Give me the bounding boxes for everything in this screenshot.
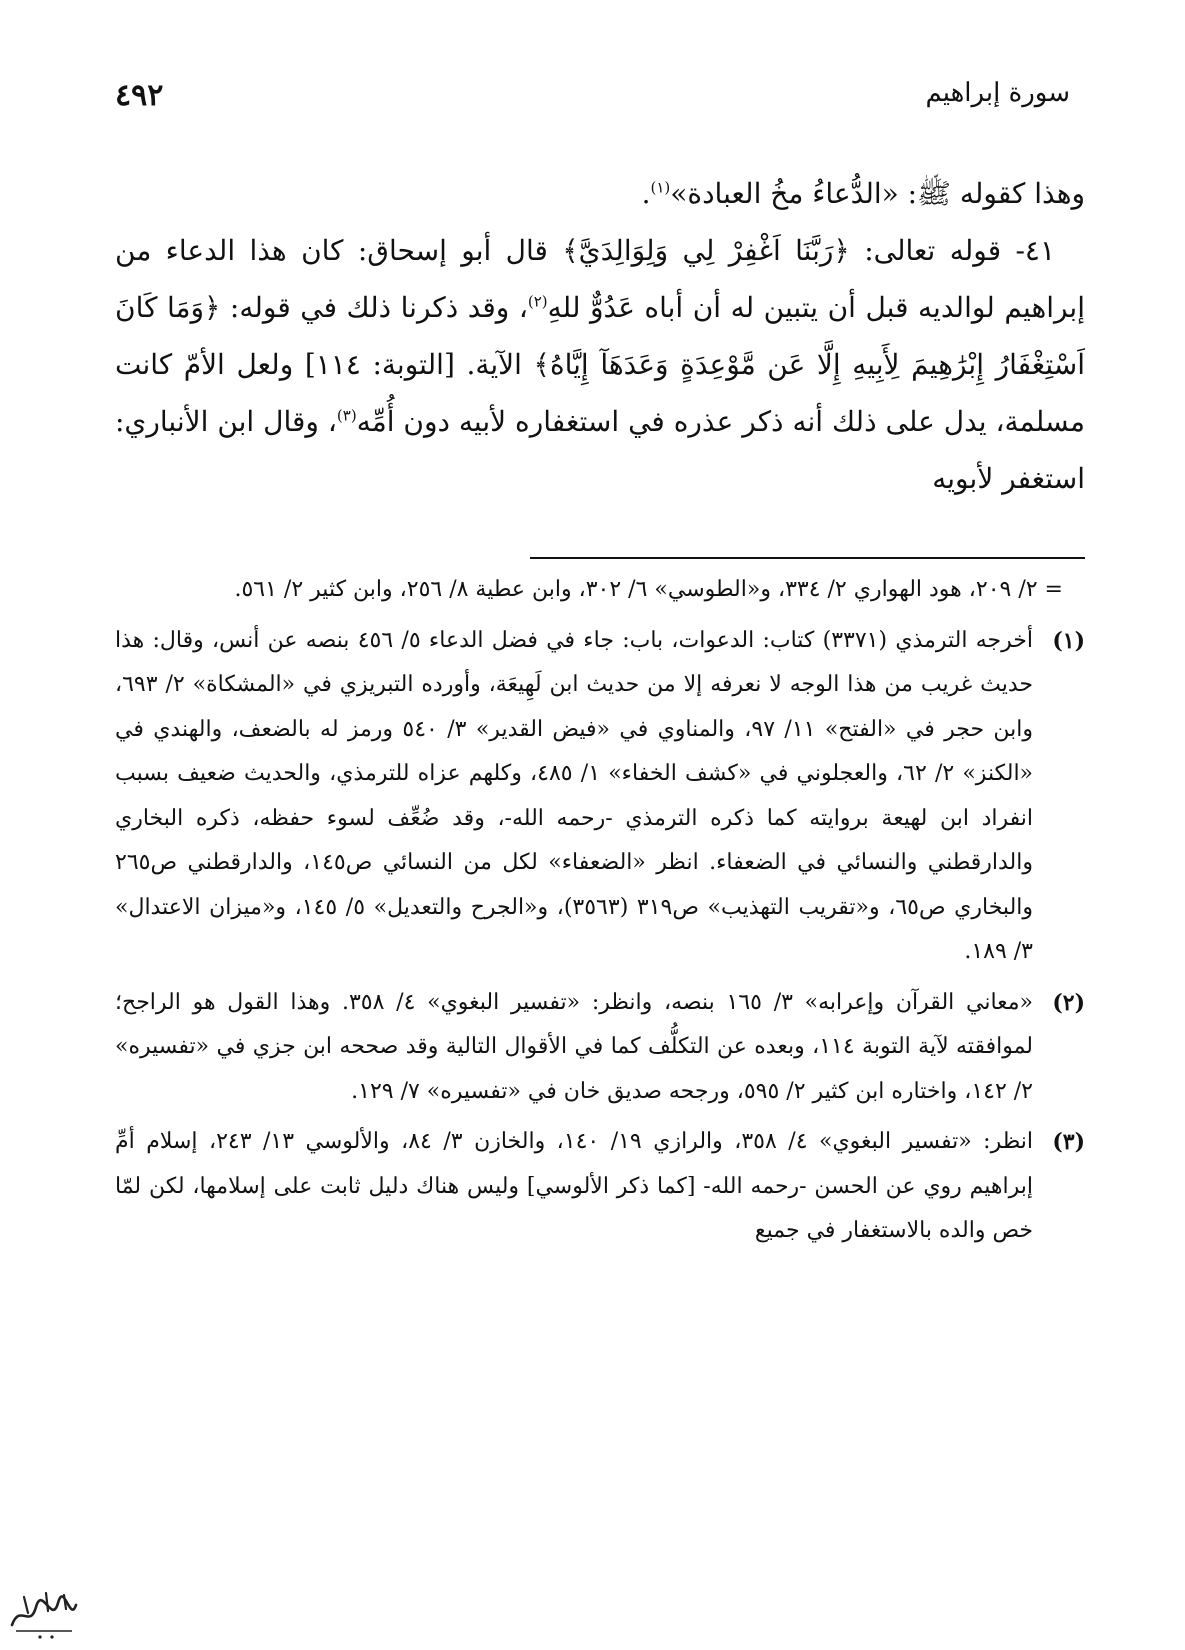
- paragraph-1-text: وهذا كقوله ﷺ: «الدُّعاءُ مخُ العبادة»: [670, 177, 1085, 210]
- footnote-continuation-text: = ٢/ ٢٠٩، هود الهواري ٢/ ٣٣٤، و«الطوسي» ٦/ ٣٠٢، وابن عطية ٨/ ٢٥٦، وابن كثير ٢/ ٥٦١.: [234, 577, 1063, 602]
- page-number: ٤٩٢: [115, 78, 164, 113]
- surah-title: سورة إبراهيم: [925, 78, 1070, 108]
- main-text: [115, 165, 1085, 507]
- footnote-number-2: (٢): [1052, 989, 1085, 1016]
- paragraph-1: [115, 165, 1085, 222]
- footnote-ref-2[interactable]: (٢): [527, 292, 548, 311]
- paragraph-2-part-3: ، وقال ابن الأنباري: استغفر لأبويه: [115, 405, 1085, 495]
- footnote-divider: [530, 557, 1085, 559]
- paragraph-2-part-2: ، وقد ذكرنا ذلك في قوله: ﴿وَمَا كَانَ اَسْتِغْفَارُ إِبْرَٰهِيمَ لِأَبِيهِ إِلَّا عَن مَّوْعِدَةٍ وَعَدَهَآ إِيَّاهُ﴾ الآية. [التوبة: ١١٤] ولعل الأمّ كانت مسلمة، يدل على ذلك أنه ذكر عذره في استغفاره لأبيه دون أُمِّه: [115, 291, 1086, 438]
- footnote-3: [115, 1120, 1085, 1254]
- footnote-text-2: «معاني القرآن وإعرابه» ٣/ ١٦٥ بنصه، وانظر: «تفسير البغوي» ٤/ ٣٥٨. وهذا القول هو الراجح؛ لموافقته لآية التوبة ١١٤، وبعده عن التكلُّف كما في الأقوال التالية وقد صححه ابن جزي في «تفسيره» ٢/ ١٤٢، واختاره ابن كثير ٢/ ٥٩٥، ورجحه صديق خان في «تفسيره» ٧/ ١٢٩.: [115, 989, 1034, 1104]
- library-logo-icon: [6, 1585, 81, 1641]
- footnotes: [115, 568, 1085, 1260]
- paragraph-1-end: .: [641, 177, 651, 210]
- footnote-text-3: انظر: «تفسير البغوي» ٤/ ٣٥٨، والرازي ١٩/ ١٤٠، والخازن ٣/ ٨٤، والألوسي ١٣/ ٢٤٣، إسلام أمِّ إبراهيم روي عن الحسن -رحمه الله- [كما ذكر الألوسي] وليس هناك دليل ثابت على إسلامها، لكن لمّا خص والده بالاستغفار في جميع: [115, 1129, 1033, 1243]
- footnote-1: [115, 619, 1085, 975]
- page-header: [115, 78, 1070, 128]
- library-logo-graphic: [6, 1585, 81, 1641]
- footnote-ref-3[interactable]: (٣): [336, 406, 357, 425]
- footnote-number-1: (١): [1052, 627, 1085, 654]
- footnote-continuation: [115, 568, 1085, 613]
- footnote-number-3: (٣): [1052, 1129, 1085, 1155]
- footnote-text-1: أخرجه الترمذي (٣٣٧١) كتاب: الدعوات، باب: جاء في فضل الدعاء ٥/ ٤٥٦ بنصه عن أنس، وقال: هذا حديث غريب من هذا الوجه لا نعرفه إلا من حديث ابن لَهِيعَة، وأورده التبريزي في «المشكاة» ٢/ ٦٩٣، وابن حجر في «الفتح» ١١/ ٩٧، والمناوي في «فيض القدير» ٣/ ٥٤٠ ورمز له بالضعف، والهندي في «الكنز» ٢/ ٦٢، والعجلوني في «كشف الخفاء» ١/ ٤٨٥، وكلهم عزاه للترمذي، والحديث ضعيف بسبب انفراد ابن لهيعة بروايته كما ذكره الترمذي -رحمه الله-، وقد ضُعِّف لسوء حفظه، ذكره البخاري والدارقطني والنسائي في الضعفاء. انظر «الضعفاء» لكل من النسائي ص١٤٥، والدارقطني ص٢٦٥ والبخاري ص٦٥، و«تقريب التهذيب» ص٣١٩ (٣٥٦٣)، و«الجرح والتعديل» ٥/ ١٤٥، و«ميزان الاعتدال» ٣/ ١٨٩.: [115, 627, 1034, 964]
- footnote-ref-1[interactable]: (١): [650, 178, 671, 197]
- paragraph-2: [115, 222, 1085, 507]
- footnote-2: [115, 981, 1085, 1115]
- paragraph-2-part-1: ٤١- قوله تعالى: ﴿رَبَّنَا اَغْفِرْ لِي وَلِوَالِدَيَّ﴾ قال أبو إسحاق: كان هذا الدعاء من إبراهيم لوالديه قبل أن يتبين له أن أباه عَدُوٌّ للهِ: [115, 234, 1086, 324]
